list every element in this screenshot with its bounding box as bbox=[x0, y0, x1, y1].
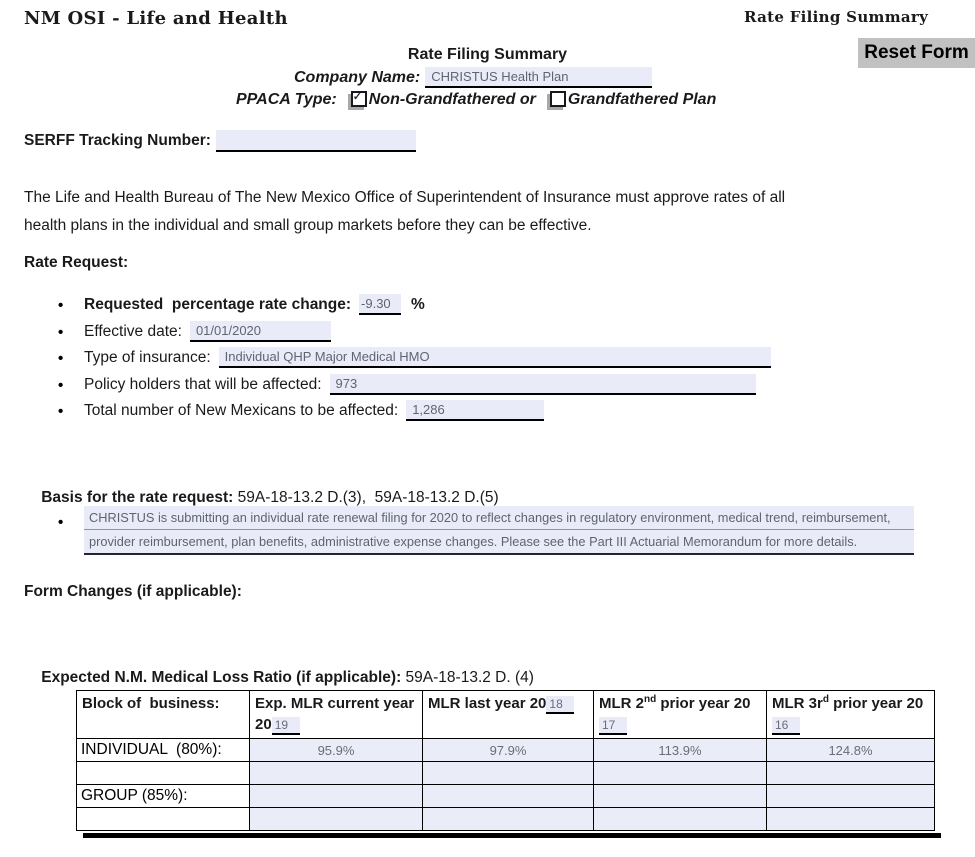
serff-tracking-label: SERFF Tracking Number: bbox=[24, 132, 211, 149]
rate-change-label: • Requested percentage rate change: bbox=[84, 296, 352, 313]
total-affected-label: • Total number of New Mexicans to be affected: bbox=[84, 402, 399, 419]
table-row-group bbox=[77, 785, 935, 808]
mlr-cell[interactable] bbox=[250, 762, 423, 785]
insurance-type-label: • Type of insurance: bbox=[84, 349, 211, 366]
table-bottom-shadow bbox=[83, 833, 941, 838]
mlr-cell[interactable] bbox=[594, 785, 767, 808]
mlr-cell[interactable] bbox=[423, 762, 594, 785]
rate-request-heading: Rate Request: bbox=[24, 254, 129, 271]
insurance-type-item bbox=[84, 347, 771, 368]
basis-note-line: provider reimbursement, plan benefits, administrative expense changes. Please see the Part III Actuarial Memorandum for more details. bbox=[84, 530, 914, 555]
basis-citation: 59A-18-13.2 D.(3), 59A-18-13.2 D.(5) bbox=[233, 489, 499, 506]
intro-line: The Life and Health Bureau of The New Mexico Office of Superintendent of Insurance must approve rates of all bbox=[24, 189, 786, 206]
checkmark-icon: ✓ bbox=[352, 91, 362, 103]
basis-note-row bbox=[84, 506, 914, 555]
ppaca-type-label: PPACA Type: bbox=[236, 91, 337, 108]
intro-paragraph bbox=[24, 184, 785, 240]
col-header-current-year: Exp. MLR current year 20 19 bbox=[250, 691, 423, 739]
mlr-cell[interactable] bbox=[767, 785, 935, 808]
row-label-blank bbox=[77, 808, 250, 831]
mlr-cell[interactable]: 95.9% bbox=[250, 739, 423, 762]
ppaca-type-row bbox=[236, 91, 716, 109]
mlr-table bbox=[76, 690, 935, 831]
row-label-blank bbox=[77, 762, 250, 785]
grandfathered-checkbox[interactable] bbox=[550, 91, 566, 107]
policy-holders-label: • Policy holders that will be affected: bbox=[84, 376, 322, 393]
mlr-cell[interactable] bbox=[594, 808, 767, 831]
company-name-label: Company Name: bbox=[294, 69, 421, 86]
rate-change-item bbox=[84, 294, 425, 315]
mlr-heading-label: Expected N.M. Medical Loss Ratio (if applicable): bbox=[41, 669, 402, 686]
basis-note-line: • CHRISTUS is submitting an individual rate renewal filing for 2020 to reflect changes in regulatory environment, medical trend, reimbursement, bbox=[84, 506, 914, 530]
basis-note-textarea[interactable] bbox=[84, 506, 914, 555]
page-title: Rate Filing Summary bbox=[407, 46, 568, 63]
total-affected-field[interactable]: 1,286 bbox=[406, 400, 544, 421]
mlr-cell[interactable] bbox=[767, 762, 935, 785]
mlr-cell[interactable] bbox=[250, 808, 423, 831]
total-affected-item bbox=[84, 400, 544, 421]
table-row-blank bbox=[77, 762, 935, 785]
mlr-cell[interactable]: 113.9% bbox=[594, 739, 767, 762]
third-prior-year-field[interactable]: 16 bbox=[772, 717, 800, 735]
intro-line: health plans in the individual and small group markets before they can be effective. bbox=[24, 217, 592, 234]
table-header-row bbox=[77, 691, 935, 739]
second-prior-year-field[interactable]: 17 bbox=[599, 717, 627, 735]
rate-change-field[interactable]: -9.30 bbox=[359, 294, 401, 315]
col-header-3rd-prior-year: MLR $3r^d$ prior year 2016 bbox=[767, 691, 935, 739]
non-grandfathered-label: Non-Grandfathered or bbox=[368, 91, 536, 108]
col-header-block-of-business: Block of business: bbox=[77, 691, 250, 739]
mlr-cell[interactable]: 124.8% bbox=[767, 739, 935, 762]
mlr-cell[interactable]: 97.9% bbox=[423, 739, 594, 762]
insurance-type-field[interactable]: Individual QHP Major Medical HMO bbox=[219, 347, 771, 368]
last-year-field[interactable]: 18 bbox=[546, 696, 574, 714]
effective-date-label: • Effective date: bbox=[84, 323, 182, 340]
serff-tracking-row bbox=[24, 130, 416, 152]
table-row-individual bbox=[77, 739, 935, 762]
policy-holders-field[interactable]: 973 bbox=[330, 374, 756, 395]
agency-brand: NM OSI - Life and Health bbox=[24, 8, 288, 29]
col-header-2nd-prior-year: MLR 2nd prior year 2017 bbox=[594, 691, 767, 739]
mlr-cell[interactable] bbox=[767, 808, 935, 831]
mlr-cell[interactable] bbox=[423, 808, 594, 831]
effective-date-field[interactable]: 01/01/2020 bbox=[190, 321, 331, 342]
effective-date-item bbox=[84, 321, 331, 342]
percent-suffix: % bbox=[411, 296, 425, 313]
policy-holders-item bbox=[84, 374, 756, 395]
row-label-group: GROUP (85%): bbox=[77, 785, 250, 808]
basis-label: Basis for the rate request: bbox=[41, 489, 234, 506]
serff-tracking-field[interactable] bbox=[216, 130, 416, 152]
mlr-cell[interactable] bbox=[594, 762, 767, 785]
form-changes-heading: Form Changes (if applicable): bbox=[24, 583, 242, 600]
col-header-last-year: MLR last year 20 18 bbox=[423, 691, 594, 739]
mlr-cell[interactable] bbox=[250, 785, 423, 808]
company-name-row bbox=[294, 67, 652, 88]
non-grandfathered-checkbox[interactable] bbox=[351, 91, 367, 107]
table-row-blank bbox=[77, 808, 935, 831]
reset-form-button[interactable]: Reset Form bbox=[858, 38, 975, 68]
row-label-individual: INDIVIDUAL (80%): bbox=[77, 739, 250, 762]
document-corner-label: Rate Filing Summary bbox=[744, 8, 929, 26]
current-year-field[interactable]: 19 bbox=[272, 717, 300, 735]
company-name-field[interactable]: CHRISTUS Health Plan bbox=[425, 67, 652, 88]
mlr-cell[interactable] bbox=[423, 785, 594, 808]
mlr-citation: 59A-18-13.2 D. (4) bbox=[401, 669, 534, 686]
grandfathered-label: Grandfathered Plan bbox=[567, 91, 717, 108]
